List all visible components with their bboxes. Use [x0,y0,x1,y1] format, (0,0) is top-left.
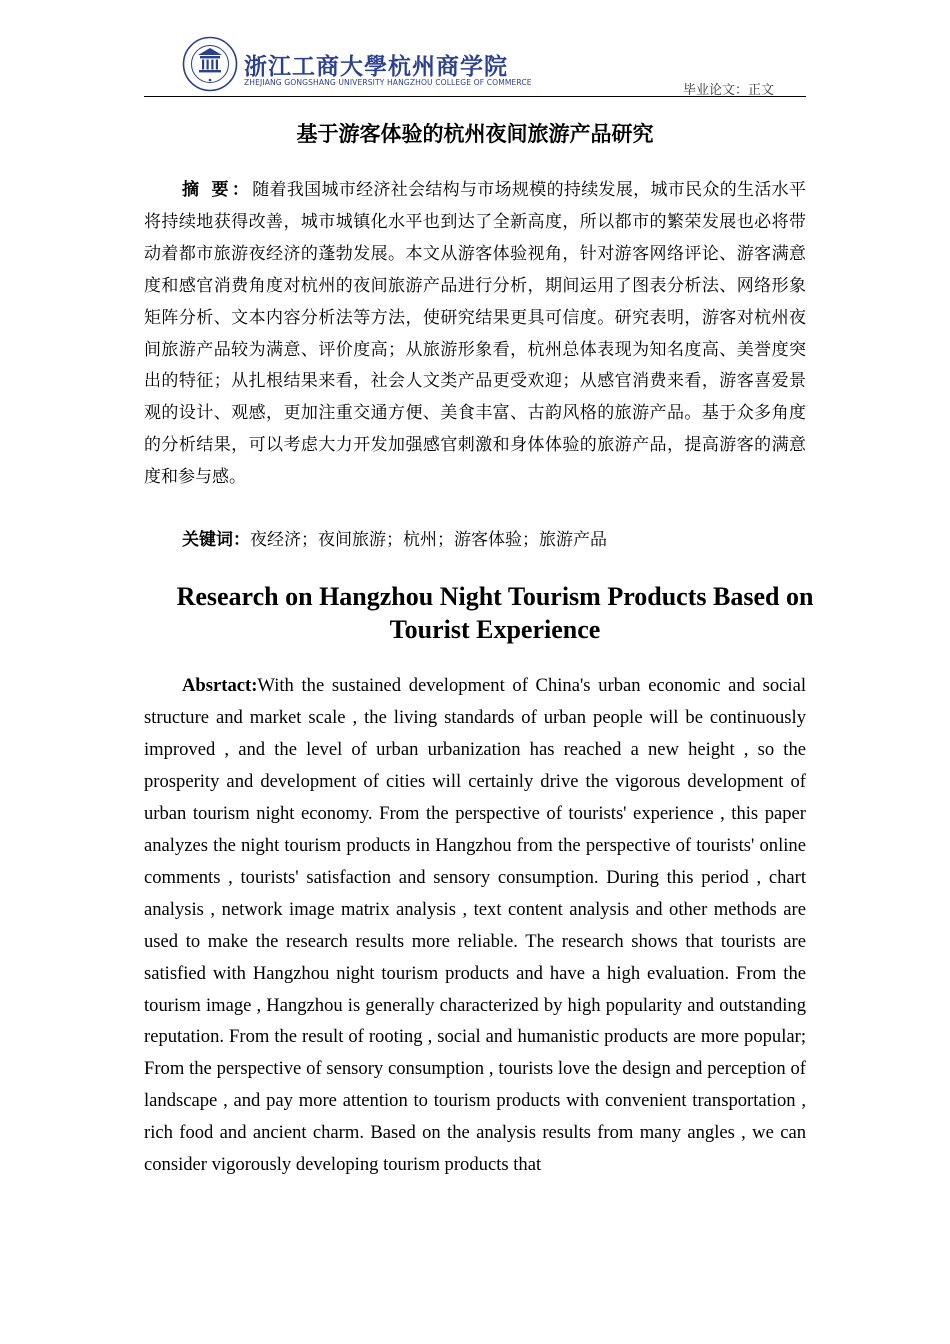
header-rule [144,96,806,97]
header-label: 毕业论文：正文 [682,83,774,98]
chinese-abstract-text: 随着我国城市经济社会结构与市场规模的持续发展，城市民众的生活水平将持续地获得改善，城市城镇化水平也到达了全新高度，所以都市的繁荣发展也必将带动着都市旅游夜经济的蓬勃发展。本文从游客体验视角，针对游客网络评论、游客满意度和感官消费角度对杭州的夜间旅游产品进行分析，期间运用了图表分析法、网络形象矩阵分析、文本内容分析法等方法，使研究结果更具可信度。研究表明，游客对杭州夜间旅游产品较为满意、评价度高；从旅游形象看，杭州总体表现为知名度高、美誉度突出的特征；从扎根结果来看，社会人文类产品更受欢迎；从感官消费来看，游客喜爱景观的设计、观感，更加注重交通方便、美食丰富、古韵风格的旅游产品。基于众多角度的分析结果，可以考虑大力开发加强感官刺激和身体体验的旅游产品，提高游客的满意度和参与感。 [144,180,806,488]
chinese-keywords-text: 夜经济；夜间旅游；杭州；游客体验；旅游产品 [250,530,607,550]
logo-english-name: ZHEJIANG GONGSHANG UNIVERSITY HANGZHOU COLLEGE OF COMMERCE [244,78,532,87]
logo-chinese-name: 浙江工商大學杭州商学院 [244,53,508,80]
university-seal-icon [182,36,238,92]
english-abstract-label: Absrtact: [182,675,258,696]
english-abstract-text: With the sustained development of China's urban economic and social structure and market scale , the living standards of urban people will be continuously improved , and the level of urban urbanization has reached a new height , so the prosperity and development of cities will certainly drive the vigorous development of urban tourism night economy. From the perspective of tourists' experience , this paper analyzes the night tourism products in Hangzhou from the perspective of tourists' online comments , tourists' satisfaction and sensory consumption. During this period , chart analysis , network image matrix analysis , text content analysis and other methods are used to make the research results more reliable. The research shows that tourists are satisfied with Hangzhou night tourism products and have a high evaluation. From the tourism image , Hangzhou is generally characterized by high popularity and outstanding reputation. From the result of rooting , social and humanistic products are more popular; From the perspective of sensory consumption , tourists love the design and perception of landscape , and pay more attention to tourism products with convenient transportation , rich food and ancient charm. Based on the analysis results from many angles , we can consider vigorously developing tourism products that [144,675,806,1176]
page-header [144,34,806,98]
chinese-abstract-label: 摘 要： [182,180,253,200]
chinese-abstract [144,175,806,494]
english-abstract [144,670,806,1181]
english-title: Research on Hangzhou Night Tourism Products Based on Tourist Experience [176,582,814,644]
chinese-title: 基于游客体验的杭州夜间旅游产品研究 [296,122,654,146]
chinese-keywords [144,525,806,556]
chinese-keywords-label: 关键词： [182,530,250,550]
